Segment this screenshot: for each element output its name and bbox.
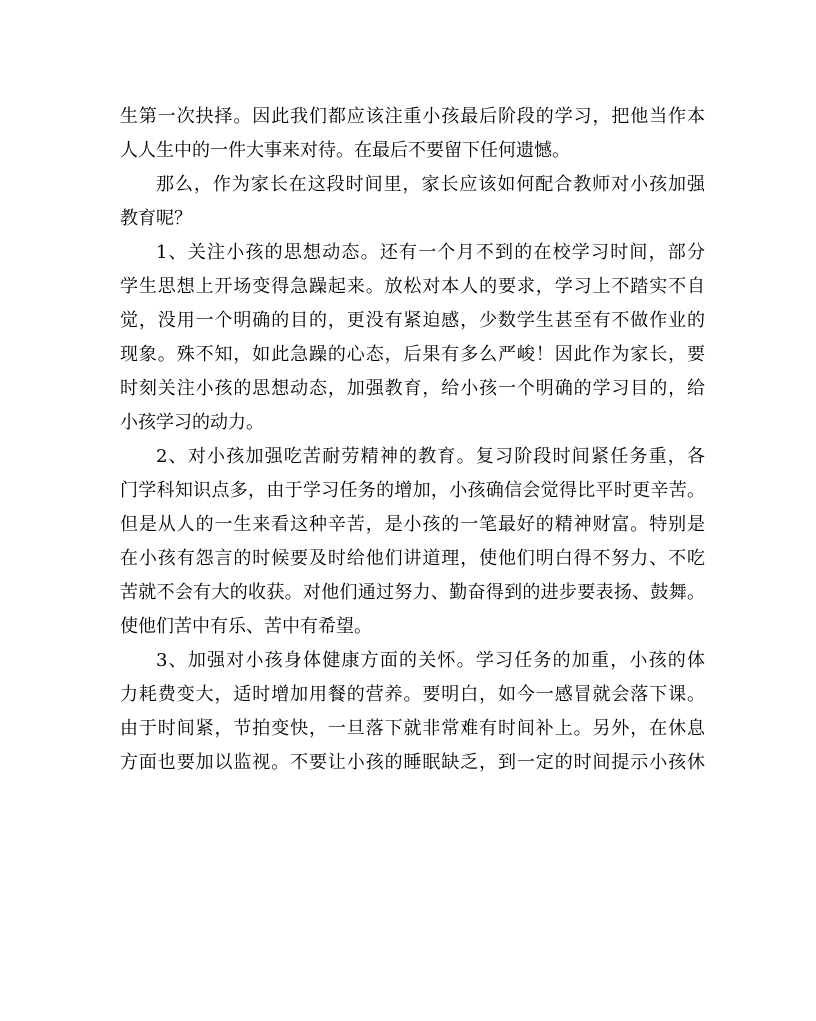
text-line: 3、加强对小孩身体健康方面的关怀。学习任务的加重，小孩的体: [156, 650, 705, 671]
text-line: 1、关注小孩的思想动态。还有一个月不到的在校学习时间，部分: [156, 242, 705, 263]
text-line: 觉，没用一个明确的目的，更没有紧迫感，少数学生甚至有不做作业的: [120, 310, 705, 331]
text-line: 由于时间紧，节拍变快，一旦落下就非常难有时间补上。另外，在休息: [120, 718, 705, 739]
paragraph: [120, 644, 705, 780]
text-line: 小孩学习的动力。: [120, 412, 264, 433]
paragraph: [120, 236, 705, 440]
paragraph: [120, 168, 705, 236]
text-line: 门学科知识点多，由于学习任务的增加，小孩确信会觉得比平时更辛苦。: [120, 480, 705, 501]
text-line: 学生思想上开场变得急躁起来。放松对本人的要求，学习上不踏实不自: [120, 276, 705, 297]
text-line: 但是从人的一生来看这种辛苦，是小孩的一笔最好的精神财富。特别是: [120, 514, 705, 535]
text-line: 力耗费变大，适时增加用餐的营养。要明白，如今一感冒就会落下课。: [120, 684, 705, 705]
text-line: 人人生中的一件大事来对待。在最后不要留下任何遗憾。: [120, 140, 570, 161]
paragraph: [120, 100, 705, 168]
text-line: 时刻关注小孩的思想动态，加强教育，给小孩一个明确的学习目的，给: [120, 378, 705, 399]
text-line: 教育呢？: [120, 208, 192, 229]
text-line: 方面也要加以监视。不要让小孩的睡眠缺乏，到一定的时间提示小孩休: [120, 752, 705, 773]
text-line: 苦就不会有大的收获。对他们通过努力、勤奋得到的进步要表扬、鼓舞。: [120, 582, 705, 603]
text-line: 那么，作为家长在这段时间里，家长应该如何配合教师对小孩加强: [156, 174, 705, 195]
paragraph: [120, 440, 705, 644]
document-body: [120, 100, 705, 780]
text-line: 2、对小孩加强吃苦耐劳精神的教育。复习阶段时间紧任务重，各: [156, 446, 705, 467]
text-line: 使他们苦中有乐、苦中有希望。: [120, 616, 372, 637]
text-line: 生第一次抉择。因此我们都应该注重小孩最后阶段的学习，把他当作本: [120, 106, 705, 127]
text-line: 现象。殊不知，如此急躁的心态，后果有多么严峻！因此作为家长，要: [120, 344, 705, 365]
text-line: 在小孩有怨言的时候要及时给他们讲道理，使他们明白得不努力、不吃: [120, 548, 705, 569]
